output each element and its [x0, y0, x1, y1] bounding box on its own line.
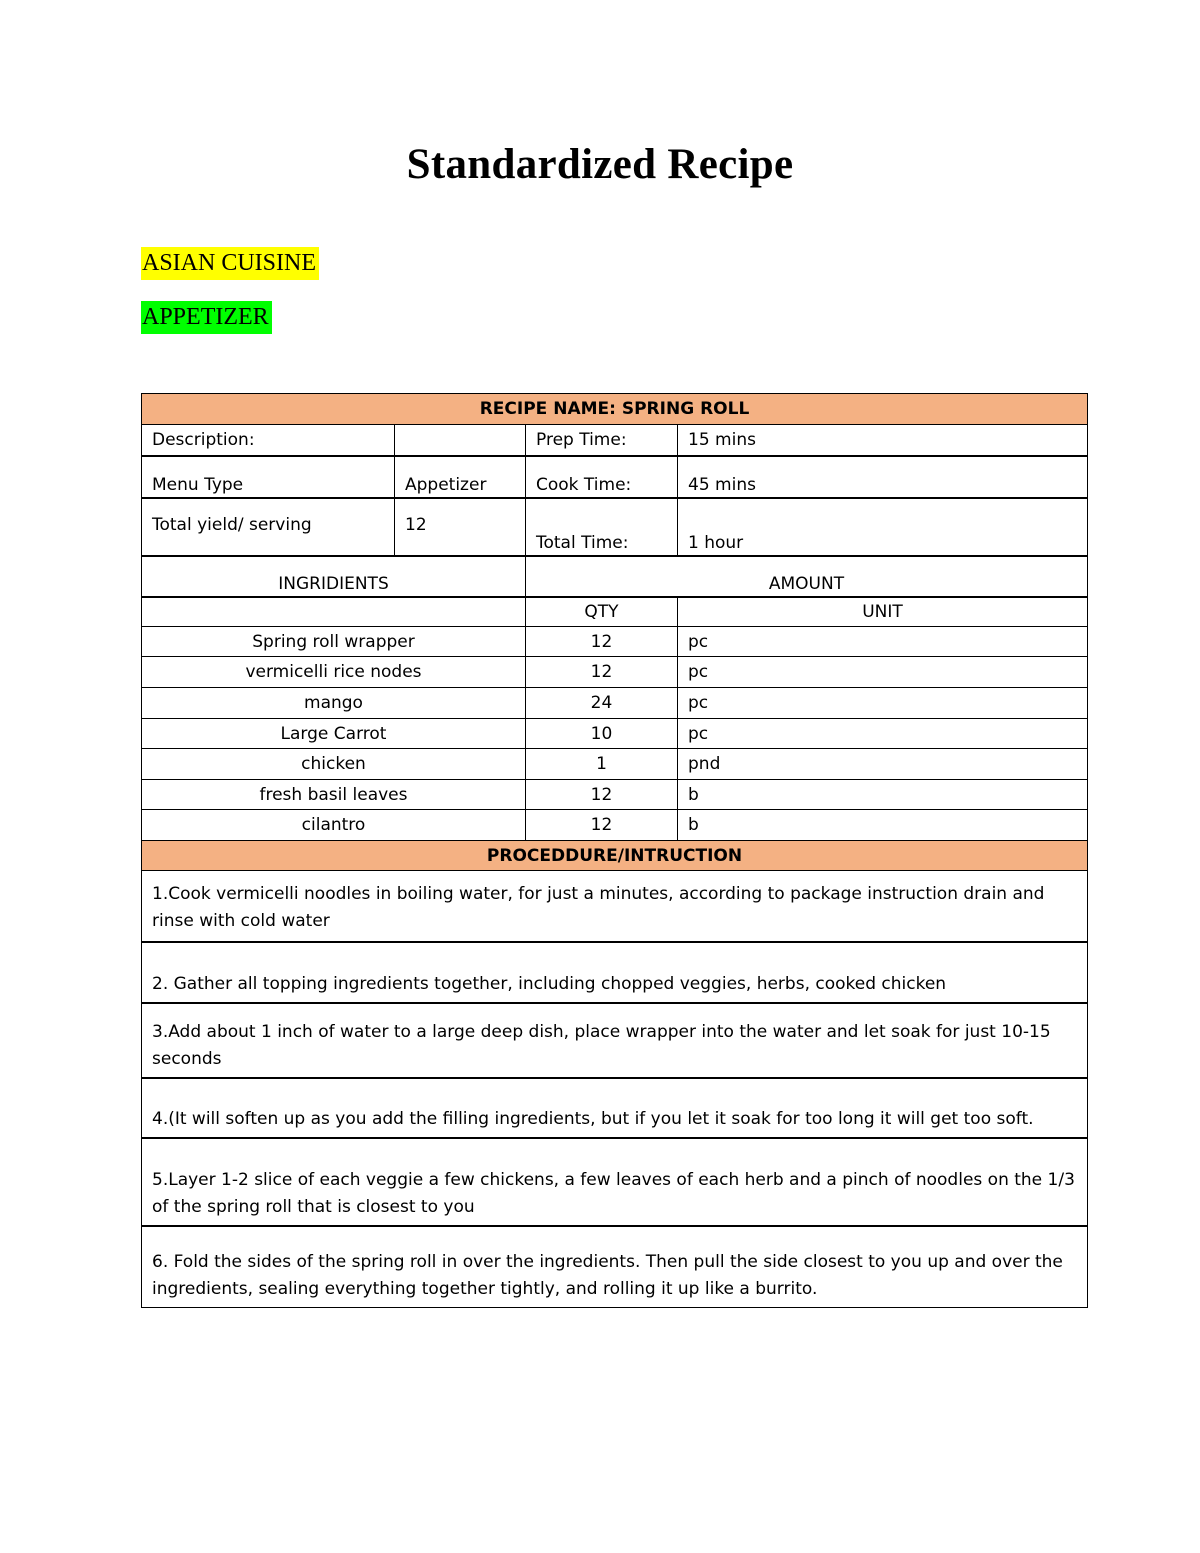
ingredient-row: [142, 688, 1088, 719]
info-row: [142, 456, 1088, 498]
recipe-table: [141, 393, 1088, 1308]
ingredient-name: mango: [142, 688, 526, 719]
amount-header: AMOUNT: [526, 556, 1088, 597]
ingredient-unit: pc: [678, 657, 1088, 688]
ingredient-row: [142, 749, 1088, 780]
ingredient-name: Spring roll wrapper: [142, 627, 526, 657]
ingredient-qty: 1: [526, 749, 678, 780]
course-label: APPETIZER: [141, 301, 272, 334]
procedure-step: 6. Fold the sides of the spring roll in over the ingredients. Then pull the side closest to you up and over the ingredients, sealing everything together tightly, and rolling it up like a burrito.: [142, 1226, 1088, 1308]
procedure-step: 3.Add about 1 inch of water to a large deep dish, place wrapper into the water and let soak for just 10-15 seconds: [142, 1003, 1088, 1078]
info-value: [395, 425, 526, 456]
time-value: 1 hour: [678, 498, 1088, 556]
procedure-header-row: [142, 841, 1088, 871]
ingredient-row: [142, 627, 1088, 657]
info-row: [142, 498, 1088, 556]
procedure-header: PROCEDDURE/INTRUCTION: [142, 841, 1088, 871]
ingredient-row: [142, 810, 1088, 841]
info-value: Appetizer: [395, 456, 526, 498]
ingredient-name: Large Carrot: [142, 719, 526, 749]
ingredient-qty: 12: [526, 780, 678, 810]
procedure-step: 2. Gather all topping ingredients together, including chopped veggies, herbs, cooked chicken: [142, 942, 1088, 1003]
time-label: Prep Time:: [526, 425, 678, 456]
column-header-row: [142, 597, 1088, 627]
time-label: Cook Time:: [526, 456, 678, 498]
step-row: [142, 1138, 1088, 1226]
ingredient-unit: pc: [678, 719, 1088, 749]
page-title: Standardized Recipe: [406, 141, 794, 188]
unit-header: UNIT: [678, 597, 1088, 627]
info-row: [142, 425, 1088, 456]
procedure-step: 1.Cook vermicelli noodles in boiling water, for just a minutes, according to package instruction drain and rinse with cold water: [142, 871, 1088, 942]
ingredient-name: chicken: [142, 749, 526, 780]
column-group-row: [142, 556, 1088, 597]
cuisine-label: ASIAN CUISINE: [141, 247, 319, 280]
ingredient-qty: 24: [526, 688, 678, 719]
ingredients-header: INGRIDIENTS: [142, 556, 526, 597]
ingredient-unit: b: [678, 810, 1088, 841]
time-label: Total Time:: [526, 498, 678, 556]
recipe-name-row: [142, 394, 1088, 425]
ingredient-name: vermicelli rice nodes: [142, 657, 526, 688]
qty-header: QTY: [526, 597, 678, 627]
ingredient-qty: 10: [526, 719, 678, 749]
procedure-step: 4.(It will soften up as you add the filling ingredients, but if you let it soak for too long it will get too soft.: [142, 1078, 1088, 1138]
ingredient-unit: pc: [678, 688, 1088, 719]
info-value: 12: [395, 498, 526, 556]
ingredient-name: cilantro: [142, 810, 526, 841]
ingredient-unit: pc: [678, 627, 1088, 657]
time-value: 15 mins: [678, 425, 1088, 456]
recipe-name-header: RECIPE NAME: SPRING ROLL: [142, 394, 1088, 425]
step-row: [142, 871, 1088, 942]
ingredient-qty: 12: [526, 627, 678, 657]
step-row: [142, 942, 1088, 1003]
procedure-step: 5.Layer 1-2 slice of each veggie a few chickens, a few leaves of each herb and a pinch of noodles on the 1/3 of the spring roll that is closest to you: [142, 1138, 1088, 1226]
blank-header-cell: [142, 597, 526, 627]
step-row: [142, 1226, 1088, 1308]
time-value: 45 mins: [678, 456, 1088, 498]
ingredient-row: [142, 719, 1088, 749]
ingredient-name: fresh basil leaves: [142, 780, 526, 810]
info-label: Description:: [142, 425, 395, 456]
step-row: [142, 1078, 1088, 1138]
step-row: [142, 1003, 1088, 1078]
info-label: Total yield/ serving: [142, 498, 395, 556]
ingredient-row: [142, 657, 1088, 688]
info-label: Menu Type: [142, 456, 395, 498]
ingredient-row: [142, 780, 1088, 810]
ingredient-unit: b: [678, 780, 1088, 810]
ingredient-qty: 12: [526, 810, 678, 841]
ingredient-qty: 12: [526, 657, 678, 688]
ingredient-unit: pnd: [678, 749, 1088, 780]
